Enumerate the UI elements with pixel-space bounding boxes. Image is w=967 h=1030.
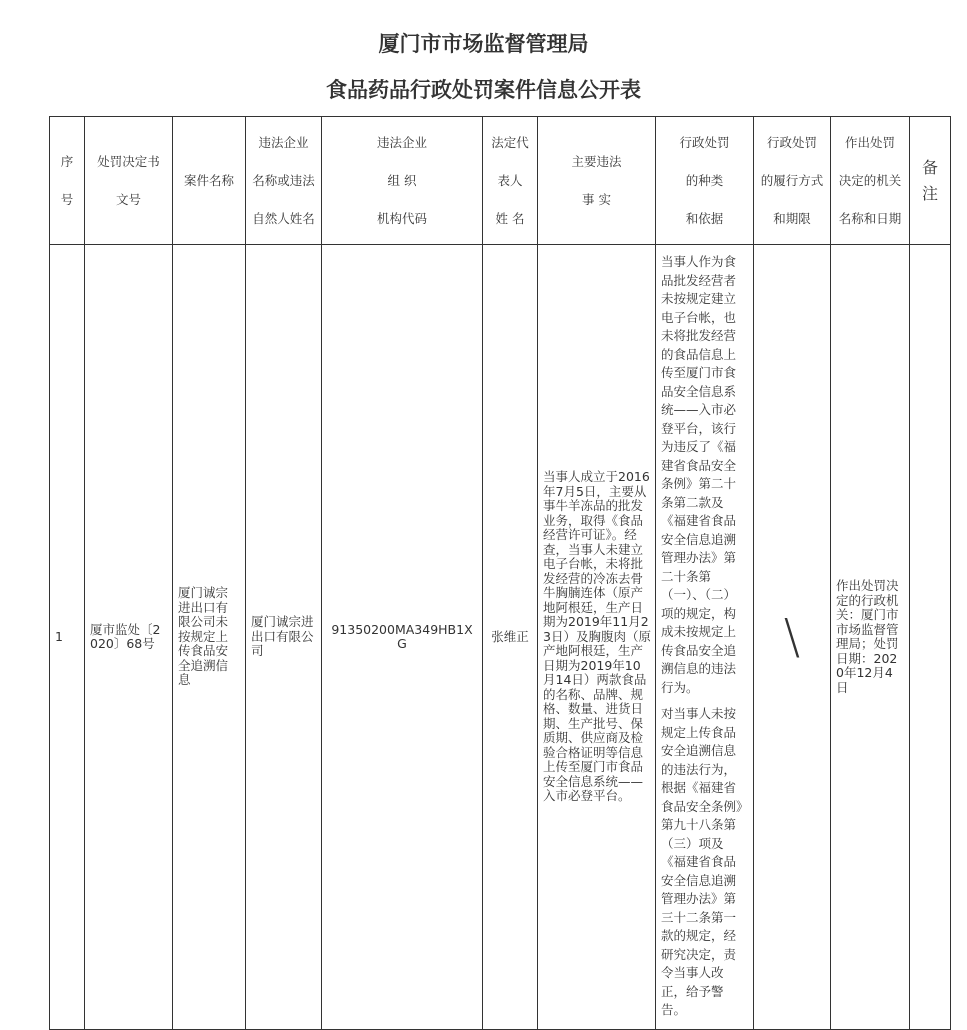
- cell-legal-rep: 张维正: [483, 245, 538, 1030]
- header-legal-rep: 法定代 表人 姓 名: [483, 117, 538, 245]
- header-seq: 序 号: [50, 117, 85, 245]
- header-company: 违法企业 名称或违法 自然人姓名: [246, 117, 322, 245]
- header-case-name: 案件名称: [173, 117, 246, 245]
- cell-remark: [910, 245, 951, 1030]
- header-basis: 行政处罚 的种类 和依据: [656, 117, 754, 245]
- header-facts: 主要违法 事 实: [538, 117, 656, 245]
- page-subtitle: 食品药品行政处罚案件信息公开表: [326, 78, 641, 102]
- cell-org-code: 91350200MA349HB1XG: [322, 245, 483, 1030]
- header-row: [50, 117, 951, 245]
- cell-seq: 1: [50, 245, 85, 1030]
- header-authority: 作出处罚 决定的机关 名称和日期: [831, 117, 910, 245]
- header-execution: 行政处罚 的履行方式 和期限: [754, 117, 831, 245]
- header-decision-no: 处罚决定书 文号: [85, 117, 173, 245]
- cell-decision-no: 厦市监处〔2020〕68号: [85, 245, 173, 1030]
- basis-paragraph-2: 对当事人未按规定上传食品安全追溯信息的违法行为，根据《福建省食品安全条例》第九十八条第（三）项及《福建省食品安全信息追溯管理办法》第三十二条第一款的规定，经研究决定，责令当事人改正，给予警告。: [661, 706, 743, 1017]
- table-row: [50, 245, 951, 1030]
- header-org-code: 违法企业 组 织 机构代码: [322, 117, 483, 245]
- cell-company: 厦门诚宗进出口有限公司: [246, 245, 322, 1030]
- penalty-table: [49, 116, 951, 1030]
- cell-basis: [656, 245, 754, 1030]
- cell-authority: 作出处罚决定的行政机关：厦门市市场监督管理局；处罚日期：2020年12月4日: [831, 245, 910, 1030]
- cell-execution: \: [754, 245, 831, 1030]
- cell-case-name: 厦门诚宗进出口有限公司未按规定上传食品安全追溯信息: [173, 245, 246, 1030]
- basis-paragraph-1: 当事人作为食品批发经营者未按规定建立电子台帐，也未将批发经营的食品信息上传至厦门市食品安全信息系统——入市必登平台，该行为违反了《福建省食品安全条例》第二十条第二款及《福建省食品安全信息追溯管理办法》第二十条第（一）、（二）项的规定，构成未按规定上传食品安全追溯信息的违法行为。: [661, 254, 737, 695]
- page-title: 厦门市市场监督管理局: [378, 32, 589, 56]
- cell-facts: 当事人成立于2016年7月5日，主要从事牛羊冻品的批发业务，取得《食品经营许可证》。经查，当事人未建立电子台帐，未将批发经营的冷冻去骨牛胸腩连体（原产地阿根廷，生产日期为2019年11月23日）及胸腹肉（原产地阿根廷，生产日期为2019年10月14日）两款食品的名称、品牌、规格、数量、进货日期、生产批号、保质期、供应商及检验合格证明等信息上传至厦门市食品安全信息系统——入市必登平台。: [538, 245, 656, 1030]
- header-remark: 备 注: [910, 117, 951, 245]
